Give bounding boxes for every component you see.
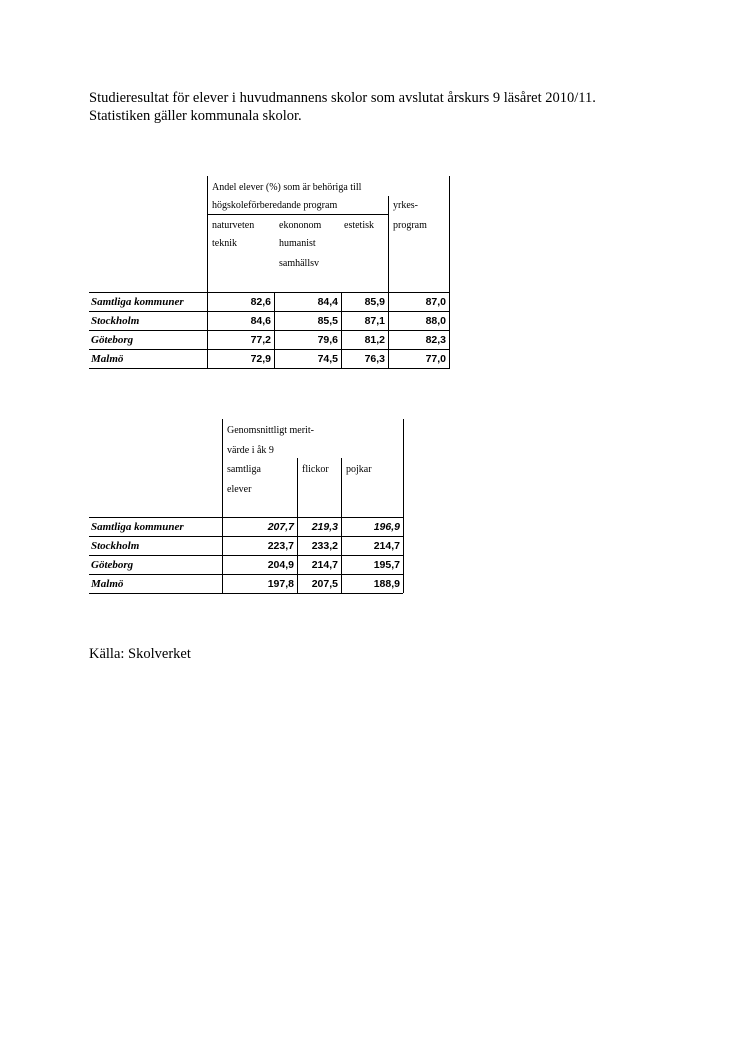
table-cell: 76,3 (364, 353, 385, 365)
table-cell: 82,3 (425, 334, 446, 346)
table-cell: 207,7 (267, 521, 294, 533)
col-naturveten-line-1: naturveten (212, 220, 255, 231)
table-cell: 85,5 (317, 315, 338, 327)
table-cell: 87,0 (425, 296, 446, 308)
row-label: Stockholm (91, 540, 140, 552)
table-cell: 72,9 (250, 353, 271, 365)
table-cell: 85,9 (364, 296, 385, 308)
row-label: Malmö (91, 353, 124, 365)
table-cell: 82,6 (250, 296, 271, 308)
col-samtliga-line-2: elever (227, 484, 252, 495)
table-cell: 204,9 (267, 559, 294, 571)
table-cell: 196,9 (373, 521, 400, 533)
row-label: Stockholm (91, 315, 140, 327)
table-cell: 188,9 (373, 578, 400, 590)
col-samtliga-line-1: samtliga (227, 464, 261, 475)
row-label: Samtliga kommuner (91, 521, 184, 533)
table-cell: 88,0 (425, 315, 446, 327)
source-text: Källa: Skolverket (89, 646, 191, 662)
intro-line-2: Statistiken gäller kommunala skolor. (89, 108, 302, 124)
table-cell: 87,1 (364, 315, 385, 327)
table-cell: 214,7 (373, 540, 400, 552)
table-cell: 233,2 (311, 540, 338, 552)
row-label: Samtliga kommuner (91, 296, 184, 308)
row-label: Göteborg (91, 334, 134, 346)
col-ekonom-line-1: ekononom (279, 220, 322, 231)
table2-header-line-1: Genomsnittligt merit- (227, 425, 314, 436)
table2-rule (89, 593, 403, 594)
table-cell: 197,8 (267, 578, 294, 590)
table1-rule (89, 368, 449, 369)
row-label: Göteborg (91, 559, 134, 571)
col-ekonom-line-2: humanist (279, 238, 316, 249)
table1-divider (449, 176, 450, 369)
table1-header-line-2: högskoleförberedande program (212, 200, 338, 211)
yrkes-header-line-2: program (393, 220, 427, 231)
table-cell: 223,7 (267, 540, 294, 552)
table-cell: 84,4 (317, 296, 338, 308)
table-cell: 219,3 (311, 521, 338, 533)
table-cell: 214,7 (311, 559, 338, 571)
table2-header-line-2: värde i åk 9 (227, 445, 274, 456)
table-cell: 79,6 (317, 334, 338, 346)
intro-text (89, 89, 596, 125)
table-cell: 84,6 (250, 315, 271, 327)
yrkes-header-line-1: yrkes- (393, 200, 418, 211)
intro-line-1: Studieresultat för elever i huvudmannens skolor som avslutat årskurs 9 läsåret 2010/11. (89, 90, 596, 106)
col-flickor: flickor (302, 464, 329, 475)
col-ekonom-line-3: samhällsv (279, 258, 319, 269)
table-cell: 77,2 (250, 334, 271, 346)
table-cell: 195,7 (373, 559, 400, 571)
table-cell: 74,5 (317, 353, 338, 365)
table1-header-line-1: Andel elever (%) som är behöriga till (212, 182, 362, 193)
table2-divider (403, 419, 404, 593)
table-cell: 77,0 (425, 353, 446, 365)
row-label: Malmö (91, 578, 124, 590)
table-cell: 207,5 (311, 578, 338, 590)
col-naturveten-line-2: teknik (212, 238, 237, 249)
col-pojkar: pojkar (346, 464, 372, 475)
col-estetisk-line-1: estetisk (344, 220, 374, 231)
table-cell: 81,2 (364, 334, 385, 346)
